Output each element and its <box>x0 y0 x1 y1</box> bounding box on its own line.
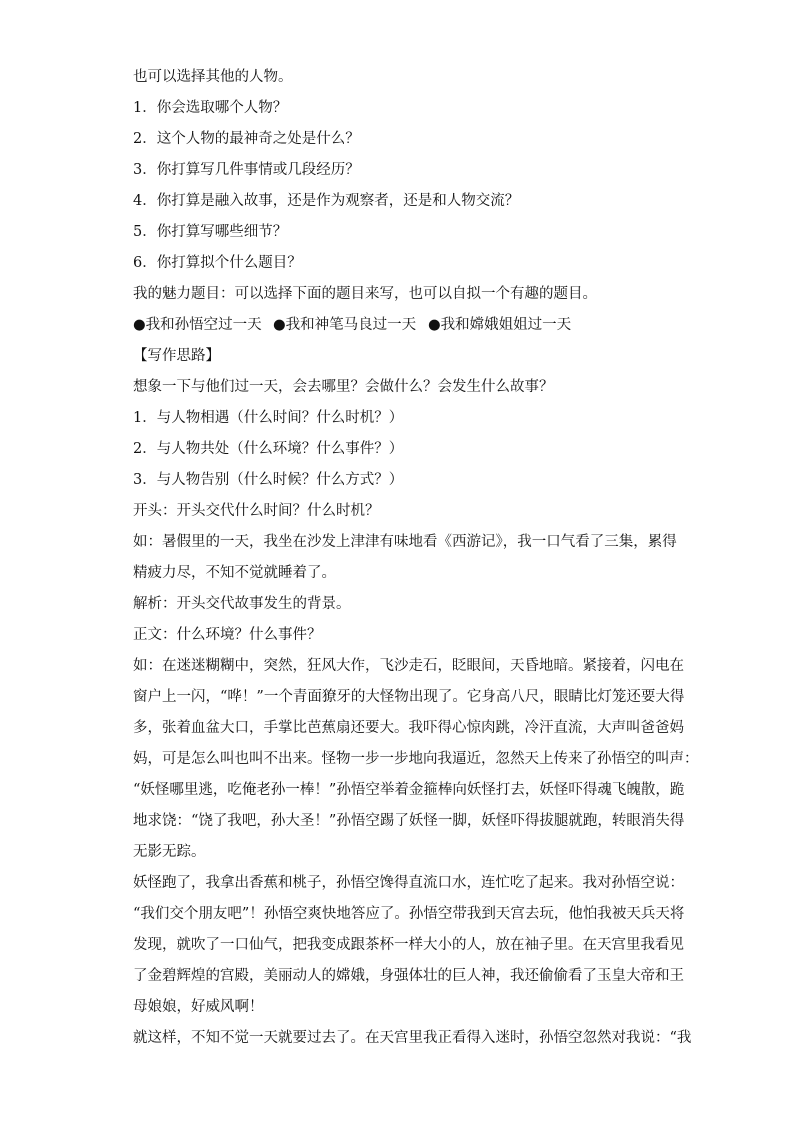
paragraph-line: 窗户上一闪，“哗！”一个青面獠牙的大怪物出现了。它身高八尺，眼睛比灯笼还要大得 <box>133 689 685 705</box>
document-body <box>133 62 699 1054</box>
paragraph-line: 地求饶：“饶了我吧，孙大圣！”孙悟空踢了妖怪一脚，妖怪吓得拔腿就跑，转眼消失得 <box>133 813 685 829</box>
paragraph-line: 精疲力尽，不知不觉就睡着了。 <box>133 565 336 581</box>
question-3: 3．你打算写几件事情或几段经历？ <box>133 162 360 178</box>
question-5: 5．你打算写哪些细节？ <box>133 224 288 240</box>
paragraph-line: 就这样，不知不觉一天就要过去了。在天宫里我正看得入迷时，孙悟空忽然对我说：“我 <box>133 1030 692 1046</box>
step-2: 2．与人物共处（什么环境？什么事件？） <box>133 441 404 457</box>
paragraph-line: 如：在迷迷糊糊中，突然，狂风大作，飞沙走石，眨眼间，天昏地暗。紧接着，闪电在 <box>133 658 684 674</box>
opening-prompt: 开头：开头交代什么时间？什么时机？ <box>133 503 380 519</box>
section-heading: 【写作思路】 <box>133 348 220 364</box>
text-line: 也可以选择其他的人物。 <box>133 69 293 85</box>
analysis-line: 解析：开头交代故事发生的背景。 <box>133 596 351 612</box>
text-line: 想象一下与他们过一天，会去哪里？会做什么？会发生什么故事？ <box>133 379 554 395</box>
paragraph-line: 母娘娘，好威风啊！ <box>133 999 264 1015</box>
paragraph-farewell <box>133 1023 692 1054</box>
topic-item: ●我和嫦娥姐姐过一天 <box>428 317 572 333</box>
paragraph-line: 发现，就吹了一口仙气，把我变成跟茶杯一样大小的人，放在袖子里。在天宫里我看见 <box>133 937 684 953</box>
paragraph-line: 妖怪跑了，我拿出香蕉和桃子，孙悟空馋得直流口水，连忙吃了起来。我对孙悟空说： <box>133 875 684 891</box>
paragraph-line: 多，张着血盆大口，手掌比芭蕉扇还要大。我吓得心惊肉跳，冷汗直流，大声叫爸爸妈 <box>133 720 684 736</box>
body-prompt: 正文：什么环境？什么事件？ <box>133 627 322 643</box>
question-1: 1．你会选取哪个人物？ <box>133 100 288 116</box>
paragraph-line: 无影无踪。 <box>133 844 206 860</box>
paragraph-line: 了金碧辉煌的宫殿，美丽动人的嫦娥，身强体壮的巨人神，我还偷偷看了玉皇大帝和王 <box>133 968 684 984</box>
paragraph-line: 妈，可是怎么叫也叫不出来。怪物一步一步地向我逼近，忽然天上传来了孙悟空的叫声： <box>133 751 699 767</box>
example-body <box>133 651 699 868</box>
topic-item: ●我和孙悟空过一天 <box>133 317 262 333</box>
paragraph-line: “我们交个朋友吧”！孙悟空爽快地答应了。孙悟空带我到天宫去玩，他怕我被天兵天将 <box>133 906 685 922</box>
question-4: 4．你打算是融入故事，还是作为观察者，还是和人物交流？ <box>133 193 520 209</box>
question-2: 2．这个人物的最神奇之处是什么？ <box>133 131 360 147</box>
question-6: 6．你打算拟个什么题目？ <box>133 255 302 271</box>
topic-item: ●我和神笔马良过一天 <box>273 317 417 333</box>
example-opening <box>133 527 677 589</box>
paragraph-heaven <box>133 868 685 1023</box>
topic-intro: 我的魅力题目：可以选择下面的题目来写，也可以自拟一个有趣的题目。 <box>133 286 597 302</box>
step-3: 3．与人物告别（什么时候？什么方式？） <box>133 472 404 488</box>
topic-list <box>133 310 661 341</box>
step-1: 1．与人物相遇（什么时间？什么时机？） <box>133 410 404 426</box>
paragraph-line: “妖怪哪里逃，吃俺老孙一棒！”孙悟空举着金箍棒向妖怪打去，妖怪吓得魂飞魄散，跪 <box>133 782 685 798</box>
paragraph-line: 如：暑假里的一天，我坐在沙发上津津有味地看《西游记》，我一口气看了三集，累得 <box>133 534 677 550</box>
